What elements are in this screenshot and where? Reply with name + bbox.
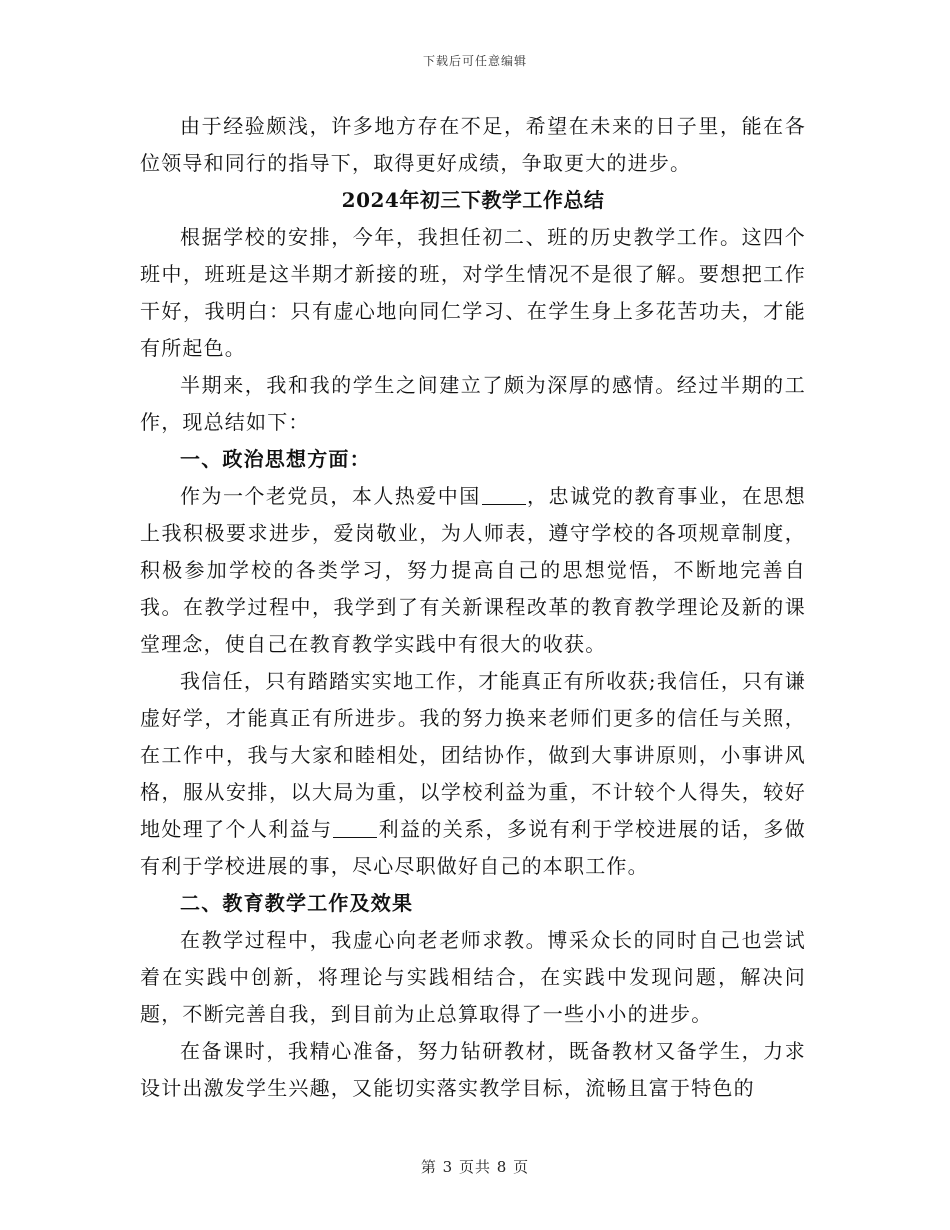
paragraph-3-part-2: ，忠诚党的教育事业，在思想上我积极要求进步，爱岗敬业，为人师表，遵守学校的各项规章制度，积极参加学校的各类学习，努力提高自己的思想觉悟，不断地完善自我。在教学过程中，我学到了有关新课程改革的教育教学理论及新的课堂理念，使自己在教育教学实践中有很大的收获。 (140, 484, 806, 656)
paragraph-3 (140, 478, 806, 663)
page-number: 第 3 页共 8 页 (420, 1158, 530, 1176)
paragraph-3-part-1: 作为一个老党员，本人热爱中国 (180, 484, 481, 508)
document-title: 2024年初三下教学工作总结 (341, 188, 605, 212)
paragraph-4 (140, 663, 806, 885)
section-heading-2: 二、教育教学工作及效果 (180, 891, 414, 915)
fill-in-blank (482, 484, 526, 505)
paragraph-6: 在备课时，我精心准备，努力钻研教材，既备教材又备学生，力求设计出激发学生兴趣，又能切实落实教学目标，流畅且富于特色的 (140, 1039, 806, 1100)
section-heading-1: 一、政治思想方面： (180, 447, 371, 471)
paragraph-5: 在教学过程中，我虚心向老老师求教。博采众长的同时自己也尝试着在实践中创新，将理论与实践相结合，在实践中发现问题，解决问题，不断完善自我，到目前为止总算取得了一些小小的进步。 (140, 928, 806, 1026)
paragraph-2: 半期来，我和我的学生之间建立了颇为深厚的感情。经过半期的工作，现总结如下： (140, 373, 806, 434)
intro-paragraph: 由于经验颇浅，许多地方存在不足，希望在未来的日子里，能在各位领导和同行的指导下，取得更好成绩，争取更大的进步。 (140, 114, 806, 175)
paragraph-4-part-1: 我信任，只有踏踏实实地工作，才能真正有所收获;我信任，只有谦虚好学，才能真正有所进步。我的努力换来老师们更多的信任与关照，在工作中，我与大家和睦相处，团结协作，做到大事讲原则，小事讲风格，服从安排，以大局为重，以学校利益为重，不计较个人得失，较好地处理了个人利益与 (140, 669, 806, 841)
page-header: 下载后可任意编辑 (422, 54, 527, 68)
paragraph-1: 根据学校的安排，今年，我担任初二、班的历史教学工作。这四个班中，班班是这半期才新接的班，对学生情况不是很了解。要想把工作干好，我明白：只有虚心地向同仁学习、在学生身上多花苦功夫，才能有所起色。 (140, 225, 806, 360)
fill-in-blank (333, 817, 377, 838)
document-body (140, 108, 806, 1107)
paragraph-4-part-2: 利益的关系，多说有利于学校进展的话，多做有利于学校进展的事，尽心尽职做好自己的本职工作。 (140, 817, 806, 878)
